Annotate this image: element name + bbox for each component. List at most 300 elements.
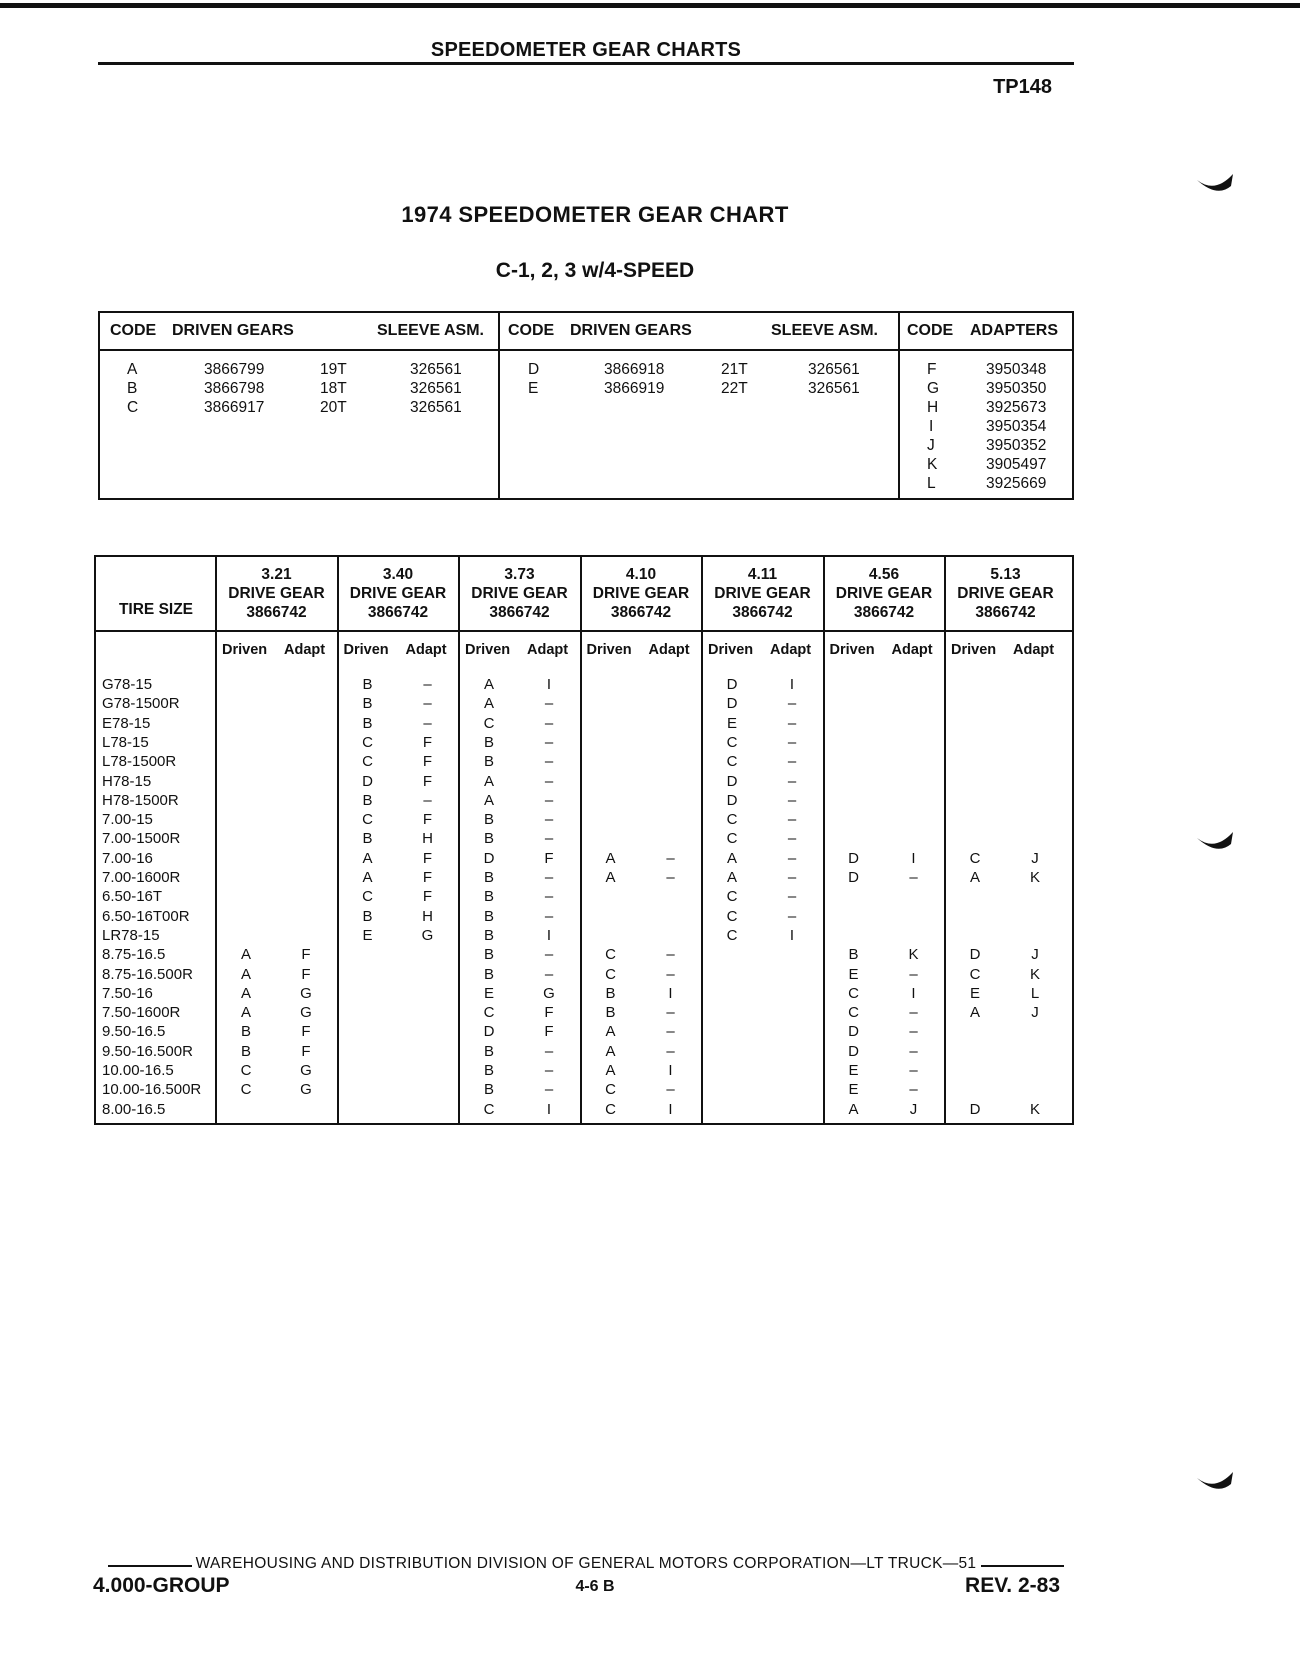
driven-code-cell: C — [726, 830, 738, 848]
driven-subheader: Driven — [708, 642, 754, 658]
driven-code-cell: B — [605, 1004, 616, 1022]
driven-code-cell: C — [240, 1081, 252, 1099]
drive-gear-header — [216, 565, 337, 622]
footer-revision: REV. 2-83 — [965, 1574, 1060, 1597]
adapter-code-cell: I — [546, 1100, 552, 1118]
driven-code-cell: E — [969, 984, 980, 1002]
tire-size-cell: 9.50-16.500R — [102, 1042, 193, 1060]
gear-part-number: 3866798 — [204, 380, 265, 397]
gear-row — [500, 380, 900, 399]
drive-ratio: 4.56 — [868, 566, 900, 583]
gear-key-section-right — [498, 313, 900, 498]
tire-size-cell: 6.50-16T — [102, 888, 163, 906]
adapter-code-cell: – — [787, 869, 797, 886]
driven-code-cell: C — [483, 1004, 495, 1022]
adapter-code-cell: – — [544, 772, 554, 790]
tire-size-header: TIRE SIZE — [118, 601, 194, 618]
driven-code-cell: E — [848, 1081, 859, 1099]
adapter-code-cell: – — [544, 965, 554, 983]
driven-code-cell: C — [726, 907, 738, 925]
adapt-subheader: Adapt — [770, 642, 812, 658]
adapter-row — [900, 418, 1074, 437]
drive-gear-part-number: 3866742 — [853, 604, 915, 621]
tire-size-table — [94, 555, 1074, 1125]
tire-size-cell: H78-15 — [102, 772, 152, 790]
adapter-code-cell: F — [422, 869, 433, 886]
adapters-header: ADAPTERS — [970, 322, 1059, 339]
adapter-code-cell: – — [544, 1081, 554, 1099]
adapter-code: L — [927, 475, 936, 492]
adapter-code-cell: G — [543, 984, 555, 1002]
tire-size-cell: 10.00-16.500R — [102, 1081, 202, 1099]
adapter-code-cell: I — [911, 984, 916, 1002]
adapter-code-cell: J — [909, 1100, 918, 1118]
gear-key-header — [500, 313, 900, 351]
driven-code-cell: B — [483, 811, 494, 829]
gear-row — [100, 380, 498, 399]
driven-code-cell: C — [726, 888, 738, 906]
adapter-code-cell: F — [544, 1004, 554, 1022]
driven-code-cell: A — [726, 869, 737, 886]
sleeve-part-number: 326561 — [410, 380, 462, 397]
adapter-code-cell: F — [422, 888, 433, 906]
adapter-code-cell: – — [666, 1004, 675, 1022]
gear-key-section-left — [100, 313, 498, 498]
driven-code-cell: A — [362, 869, 373, 886]
drive-ratio: 3.73 — [504, 566, 535, 583]
adapter-code-cell: J — [1031, 946, 1039, 964]
adapter-code-cell: – — [544, 811, 554, 829]
adapter-code-cell: – — [909, 1081, 918, 1099]
drive-gear-header — [702, 565, 823, 622]
gear-row — [100, 399, 498, 418]
driven-code-cell: C — [483, 1100, 495, 1118]
driven-gears-header: DRIVEN GEARS — [172, 322, 294, 339]
gear-key-table — [98, 311, 1074, 500]
gear-code: B — [127, 380, 138, 397]
adapter-code-cell: – — [787, 753, 797, 771]
adapter-code-cell: – — [787, 830, 797, 848]
drive-ratio: 5.13 — [990, 566, 1021, 583]
driven-code-cell: A — [483, 772, 494, 790]
driven-code-cell: E — [726, 714, 737, 732]
adapter-part-number: 3925669 — [986, 475, 1047, 492]
adapter-code-cell: I — [546, 926, 552, 944]
adapter-part-number: 3950352 — [986, 437, 1047, 454]
adapter-code-cell: – — [909, 869, 918, 886]
driven-code-cell: B — [483, 926, 494, 944]
code-header: CODE — [110, 322, 157, 339]
driven-code-cell: B — [362, 676, 373, 693]
driven-code-cell: D — [362, 772, 373, 790]
chart-subtitle: C-1, 2, 3 w/4-SPEED — [495, 259, 695, 282]
driven-code-cell: A — [483, 791, 494, 809]
tire-size-cell: L78-1500R — [102, 753, 177, 771]
driven-code-cell: B — [483, 1042, 494, 1060]
adapter-code-cell: – — [423, 676, 432, 693]
gear-part-number: 3866799 — [204, 361, 265, 378]
adapter-code-cell: – — [909, 1023, 918, 1041]
adapter-code-cell: – — [909, 1004, 918, 1022]
driven-code-cell: C — [605, 1100, 616, 1118]
drive-gear-part-number: 3866742 — [975, 604, 1036, 621]
driven-code-cell: A — [240, 984, 251, 1002]
driven-code-cell: D — [726, 791, 738, 809]
chart-title: 1974 SPEEDOMETER GEAR CHART — [401, 202, 789, 227]
driven-code-cell: B — [848, 946, 859, 964]
adapter-code-cell: – — [666, 1081, 675, 1099]
adapter-code: G — [927, 380, 940, 397]
gear-teeth: 22T — [721, 380, 748, 397]
binder-hole-mark — [1195, 1470, 1235, 1492]
gear-row — [100, 361, 498, 380]
drive-gear-part-number: 3866742 — [732, 604, 793, 621]
driven-code-cell: B — [240, 1042, 251, 1060]
adapter-code-cell: F — [544, 1023, 554, 1041]
driven-code-cell: C — [969, 965, 981, 983]
gear-part-number: 3866919 — [604, 380, 665, 397]
drive-gear-label: DRIVE GEAR — [349, 585, 447, 602]
adapter-code-cell: K — [1029, 1100, 1040, 1118]
tire-size-cell: 7.00-15 — [102, 811, 153, 829]
adapter-code-cell: – — [423, 714, 432, 732]
adapter-code-cell: – — [787, 907, 797, 925]
adapter-code-cell: F — [301, 1042, 311, 1060]
adapter-part-number: 3905497 — [986, 456, 1047, 473]
driven-code-cell: C — [362, 888, 373, 906]
adapter-code-cell: – — [666, 869, 675, 886]
gear-teeth: 21T — [721, 361, 748, 378]
drive-ratio: 4.11 — [747, 566, 778, 583]
adapter-code-cell: – — [544, 946, 554, 964]
driven-code-cell: B — [362, 791, 373, 809]
binder-hole-mark — [1195, 172, 1235, 194]
driven-gears-header: DRIVEN GEARS — [570, 322, 692, 339]
driven-code-cell: D — [848, 1023, 859, 1041]
footer-division-line: WAREHOUSING AND DISTRIBUTION DIVISION OF GENERAL MOTORS CORPORATION—LT TRUCK—51 — [195, 1555, 977, 1572]
driven-code-cell: C — [605, 1081, 616, 1099]
adapter-code-cell: – — [909, 1042, 918, 1060]
tire-size-cell: 6.50-16T00R — [102, 907, 190, 925]
driven-code-cell: B — [483, 907, 494, 925]
adapter-code-cell: I — [668, 1100, 673, 1118]
adapter-code-cell: G — [300, 1081, 312, 1099]
adapter-code-cell: G — [421, 926, 434, 944]
tire-size-cell: 7.00-1500R — [102, 830, 181, 848]
adapter-part-number: 3950350 — [986, 380, 1047, 397]
driven-code-cell: A — [605, 1062, 616, 1079]
adapter-code-cell: – — [544, 714, 554, 732]
driven-code-cell: D — [848, 1042, 859, 1060]
column-divider — [823, 557, 825, 1123]
column-divider — [701, 557, 703, 1123]
driven-code-cell: B — [362, 714, 373, 732]
adapter-code-cell: – — [423, 695, 432, 713]
adapter-code-cell: J — [1031, 1004, 1039, 1022]
driven-code-cell: E — [848, 965, 859, 983]
adapter-code-cell: G — [300, 1004, 312, 1022]
adapter-code-cell: – — [544, 830, 554, 848]
adapter-code-cell: F — [422, 849, 433, 867]
page-header-title: SPEEDOMETER GEAR CHARTS — [430, 39, 742, 61]
driven-code-cell: A — [483, 695, 494, 713]
adapter-code-cell: – — [544, 907, 554, 925]
tire-size-cell: 8.75-16.5 — [102, 946, 166, 964]
adapter-code-cell: F — [422, 772, 433, 790]
drive-ratio: 3.21 — [261, 566, 292, 583]
adapt-subheader: Adapt — [648, 642, 690, 658]
driven-subheader: Driven — [465, 642, 511, 658]
adapter-code-cell: F — [422, 733, 433, 751]
driven-code-cell: D — [848, 849, 859, 867]
drive-gear-label: DRIVE GEAR — [228, 585, 325, 602]
adapter-row — [900, 399, 1074, 418]
driven-code-cell: E — [848, 1062, 859, 1079]
drive-gear-header — [824, 565, 945, 622]
driven-code-cell: A — [605, 849, 616, 867]
adapter-code-cell: K — [908, 946, 919, 964]
drive-ratio: 3.40 — [382, 566, 414, 583]
drive-gear-header — [338, 565, 459, 622]
driven-code-cell: C — [969, 849, 981, 867]
tire-size-cell: 10.00-16.5 — [102, 1062, 174, 1079]
adapter-code-cell: – — [666, 849, 675, 867]
adapter-code-cell: J — [1031, 849, 1039, 867]
drive-gear-header — [945, 565, 1066, 622]
adapter-code-cell: I — [668, 984, 673, 1002]
adapter-code-cell: F — [301, 946, 311, 964]
tire-size-cell: G78-15 — [102, 676, 153, 693]
driven-subheader: Driven — [586, 642, 632, 658]
driven-code-cell: A — [240, 946, 251, 964]
tire-size-cell: E78-15 — [102, 714, 151, 732]
driven-code-cell: B — [483, 946, 494, 964]
driven-code-cell: B — [483, 753, 494, 771]
driven-code-cell: D — [848, 869, 859, 886]
drive-gear-header — [581, 565, 702, 622]
gear-teeth: 18T — [320, 380, 347, 397]
adapter-code: F — [927, 361, 937, 378]
driven-code-cell: B — [483, 830, 494, 848]
column-divider — [944, 557, 946, 1123]
adapter-code-cell: – — [544, 733, 554, 751]
adapter-code-cell: – — [787, 714, 797, 732]
adapter-code-cell: – — [666, 965, 675, 983]
driven-code-cell: D — [726, 676, 738, 693]
header-divider — [96, 630, 1072, 632]
tire-size-cell: H78-1500R — [102, 791, 179, 809]
sleeve-asm-header: SLEEVE ASM. — [377, 322, 484, 339]
driven-code-cell: A — [726, 849, 737, 867]
adapter-code-cell: – — [544, 888, 554, 906]
driven-subheader: Driven — [951, 642, 997, 658]
footer-rule-right — [981, 1565, 1064, 1567]
adapter-part-number: 3925673 — [986, 399, 1047, 416]
gear-teeth: 19T — [320, 361, 347, 378]
driven-code-cell: B — [483, 869, 494, 886]
tire-size-cell: 7.00-16 — [102, 849, 153, 867]
tire-size-cell: 7.00-1600R — [102, 869, 181, 886]
adapter-row — [900, 380, 1074, 399]
driven-code-cell: A — [969, 869, 980, 886]
driven-code-cell: A — [969, 1004, 980, 1022]
adapter-code-cell: – — [787, 695, 797, 713]
adapter-code-cell: – — [666, 946, 675, 964]
adapter-code-cell: – — [666, 1023, 675, 1041]
driven-subheader: Driven — [222, 642, 268, 658]
gear-key-header — [100, 313, 498, 351]
driven-code-cell: E — [362, 926, 373, 944]
header-rule — [98, 62, 1074, 65]
tire-size-cell: 8.00-16.5 — [102, 1100, 166, 1118]
sleeve-asm-header: SLEEVE ASM. — [771, 322, 878, 339]
adapter-row — [900, 437, 1074, 456]
column-divider — [337, 557, 339, 1123]
sleeve-part-number: 326561 — [808, 361, 860, 378]
gear-code: D — [528, 361, 540, 378]
adapter-code-cell: I — [911, 849, 916, 867]
driven-code-cell: B — [240, 1023, 251, 1041]
gear-code: C — [127, 399, 139, 416]
adapter-code: I — [929, 418, 934, 435]
driven-code-cell: C — [483, 714, 495, 732]
drive-gear-part-number: 3866742 — [246, 604, 307, 621]
adapter-code-cell: F — [301, 965, 311, 983]
adapter-code-cell: – — [544, 1042, 554, 1060]
footer-page-number: 4-6 B — [575, 1578, 615, 1595]
driven-code-cell: B — [362, 907, 373, 925]
driven-code-cell: D — [483, 849, 495, 867]
driven-code-cell: C — [240, 1062, 252, 1079]
driven-code-cell: A — [240, 965, 251, 983]
adapter-code-cell: I — [789, 926, 795, 944]
adapter-code-cell: – — [787, 811, 797, 829]
driven-code-cell: D — [483, 1023, 495, 1041]
adapter-code-cell: F — [544, 849, 554, 867]
gear-teeth: 20T — [320, 399, 347, 416]
adapter-code-cell: – — [787, 791, 797, 809]
gear-part-number: 3866917 — [204, 399, 265, 416]
driven-code-cell: A — [483, 676, 494, 693]
adapter-key-section — [898, 313, 1074, 498]
driven-code-cell: C — [362, 733, 373, 751]
driven-code-cell: C — [362, 811, 373, 829]
adapter-code-cell: I — [789, 676, 795, 693]
adapter-code-cell: – — [787, 849, 797, 867]
driven-code-cell: B — [483, 733, 494, 751]
driven-code-cell: C — [726, 753, 738, 771]
driven-code-cell: B — [362, 830, 373, 848]
adapter-code-cell: F — [422, 753, 433, 771]
tire-size-cell: 9.50-16.5 — [102, 1023, 166, 1041]
gear-part-number: 3866918 — [604, 361, 665, 378]
adapter-code-cell: – — [787, 733, 797, 751]
driven-subheader: Driven — [343, 642, 389, 658]
adapt-subheader: Adapt — [891, 642, 933, 658]
document-code: TP148 — [993, 76, 1052, 98]
drive-gear-label: DRIVE GEAR — [714, 585, 811, 602]
drive-gear-part-number: 3866742 — [367, 604, 429, 621]
column-divider — [458, 557, 460, 1123]
adapt-subheader: Adapt — [405, 642, 447, 658]
drive-gear-label: DRIVE GEAR — [957, 585, 1054, 602]
tire-size-cell: L78-15 — [102, 733, 149, 751]
adapter-code-cell: – — [909, 1062, 918, 1079]
drive-gear-part-number: 3866742 — [489, 604, 550, 621]
adapter-code-cell: – — [544, 869, 554, 886]
adapter-code-cell: F — [422, 811, 433, 829]
adapter-row — [900, 361, 1074, 380]
adapt-subheader: Adapt — [1013, 642, 1055, 658]
adapter-code-cell: K — [1029, 869, 1040, 886]
tire-size-cell: LR78-15 — [102, 926, 160, 944]
driven-code-cell: B — [483, 965, 494, 983]
gear-row — [500, 361, 900, 380]
top-edge-bar — [0, 0, 1300, 11]
column-divider — [580, 557, 582, 1123]
driven-code-cell: A — [605, 1042, 616, 1060]
adapter-code-cell: K — [1029, 965, 1040, 983]
tire-size-cell: G78-1500R — [102, 695, 180, 713]
adapter-code-cell: – — [544, 695, 554, 713]
adapter-code-cell: G — [300, 984, 312, 1002]
adapter-code-cell: L — [1030, 984, 1040, 1002]
driven-code-cell: C — [362, 753, 373, 771]
drive-ratio: 4.10 — [625, 566, 657, 583]
drive-gear-header — [459, 565, 580, 622]
adapter-code-cell: I — [668, 1062, 673, 1079]
driven-code-cell: B — [483, 1081, 494, 1099]
driven-code-cell: E — [483, 984, 494, 1002]
driven-code-cell: A — [605, 1023, 616, 1041]
adapter-part-number: 3950354 — [986, 418, 1047, 435]
adapt-subheader: Adapt — [527, 642, 569, 658]
driven-code-cell: A — [362, 849, 373, 867]
drive-gear-part-number: 3866742 — [610, 604, 672, 621]
adapter-code-cell: – — [544, 1062, 554, 1079]
sleeve-part-number: 326561 — [410, 399, 462, 416]
tire-size-cell: 7.50-16 — [102, 984, 153, 1002]
driven-code-cell: A — [848, 1100, 859, 1118]
driven-code-cell: C — [726, 733, 738, 751]
adapter-code-cell: – — [909, 965, 918, 983]
adapter-code-cell: – — [423, 791, 432, 809]
drive-gear-label: DRIVE GEAR — [471, 585, 568, 602]
driven-code-cell: B — [483, 888, 494, 906]
adapter-row — [900, 456, 1074, 475]
driven-code-cell: D — [726, 772, 738, 790]
adapter-code-cell: – — [544, 753, 554, 771]
driven-code-cell: A — [605, 869, 616, 886]
driven-code-cell: B — [605, 984, 616, 1002]
adapter-code-cell: H — [422, 830, 433, 848]
driven-code-cell: C — [848, 984, 859, 1002]
gear-code: E — [528, 380, 539, 397]
gear-code: A — [127, 361, 138, 378]
driven-code-cell: D — [726, 695, 738, 713]
driven-code-cell: C — [605, 946, 616, 964]
adapter-row — [900, 475, 1074, 494]
adapter-code: H — [927, 399, 939, 416]
code-header: CODE — [508, 322, 555, 339]
adapter-code-cell: I — [546, 676, 552, 693]
sleeve-part-number: 326561 — [410, 361, 462, 378]
column-divider — [215, 557, 217, 1123]
drive-gear-label: DRIVE GEAR — [592, 585, 690, 602]
sleeve-part-number: 326561 — [808, 380, 860, 397]
driven-subheader: Driven — [829, 642, 875, 658]
adapter-code: J — [927, 437, 935, 454]
